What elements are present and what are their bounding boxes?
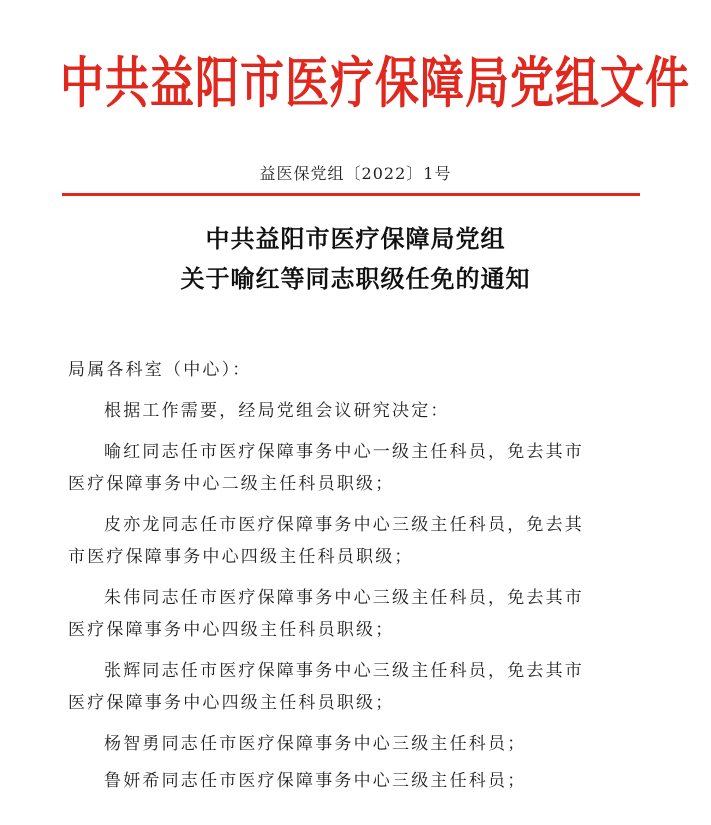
title-line-1: 中共益阳市医疗保障局党组: [205, 225, 506, 253]
intro-paragraph: 根据工作需要，经局党组会议研究决定：: [104, 401, 450, 421]
paragraph-line: 医疗保障事务中心二级主任科员职级；: [68, 474, 395, 494]
title-line-2: 关于喻红等同志职级任免的通知: [180, 265, 531, 293]
paragraph-line: 张辉同志任市医疗保障事务中心三级主任科员，免去其市: [104, 661, 584, 681]
paragraph-line: 医疗保障事务中心四级主任科员职级；: [68, 693, 395, 713]
paragraph-line: 市医疗保障事务中心四级主任科员职级；: [68, 547, 414, 567]
document-number: 益医保党组〔2022〕1号: [259, 164, 452, 183]
paragraph-line: 皮亦龙同志任市医疗保障事务中心三级主任科员，免去其: [104, 515, 584, 535]
paragraph-line: 鲁妍希同志任市医疗保障事务中心三级主任科员；: [104, 771, 527, 791]
paragraph-line: 杨智勇同志任市医疗保障事务中心三级主任科员；: [104, 734, 527, 754]
paragraph-line: 朱伟同志任市医疗保障事务中心三级主任科员，免去其市: [104, 588, 584, 608]
paragraph-line: 医疗保障事务中心四级主任科员职级；: [68, 620, 395, 640]
red-divider-line: [62, 193, 640, 196]
paragraph-line: 喻红同志任市医疗保障事务中心一级主任科员，免去其市: [104, 442, 584, 462]
issuer-header: 中共益阳市医疗保障局党组文件: [60, 51, 690, 116]
salutation: 局属各科室（中心）：: [68, 360, 252, 380]
